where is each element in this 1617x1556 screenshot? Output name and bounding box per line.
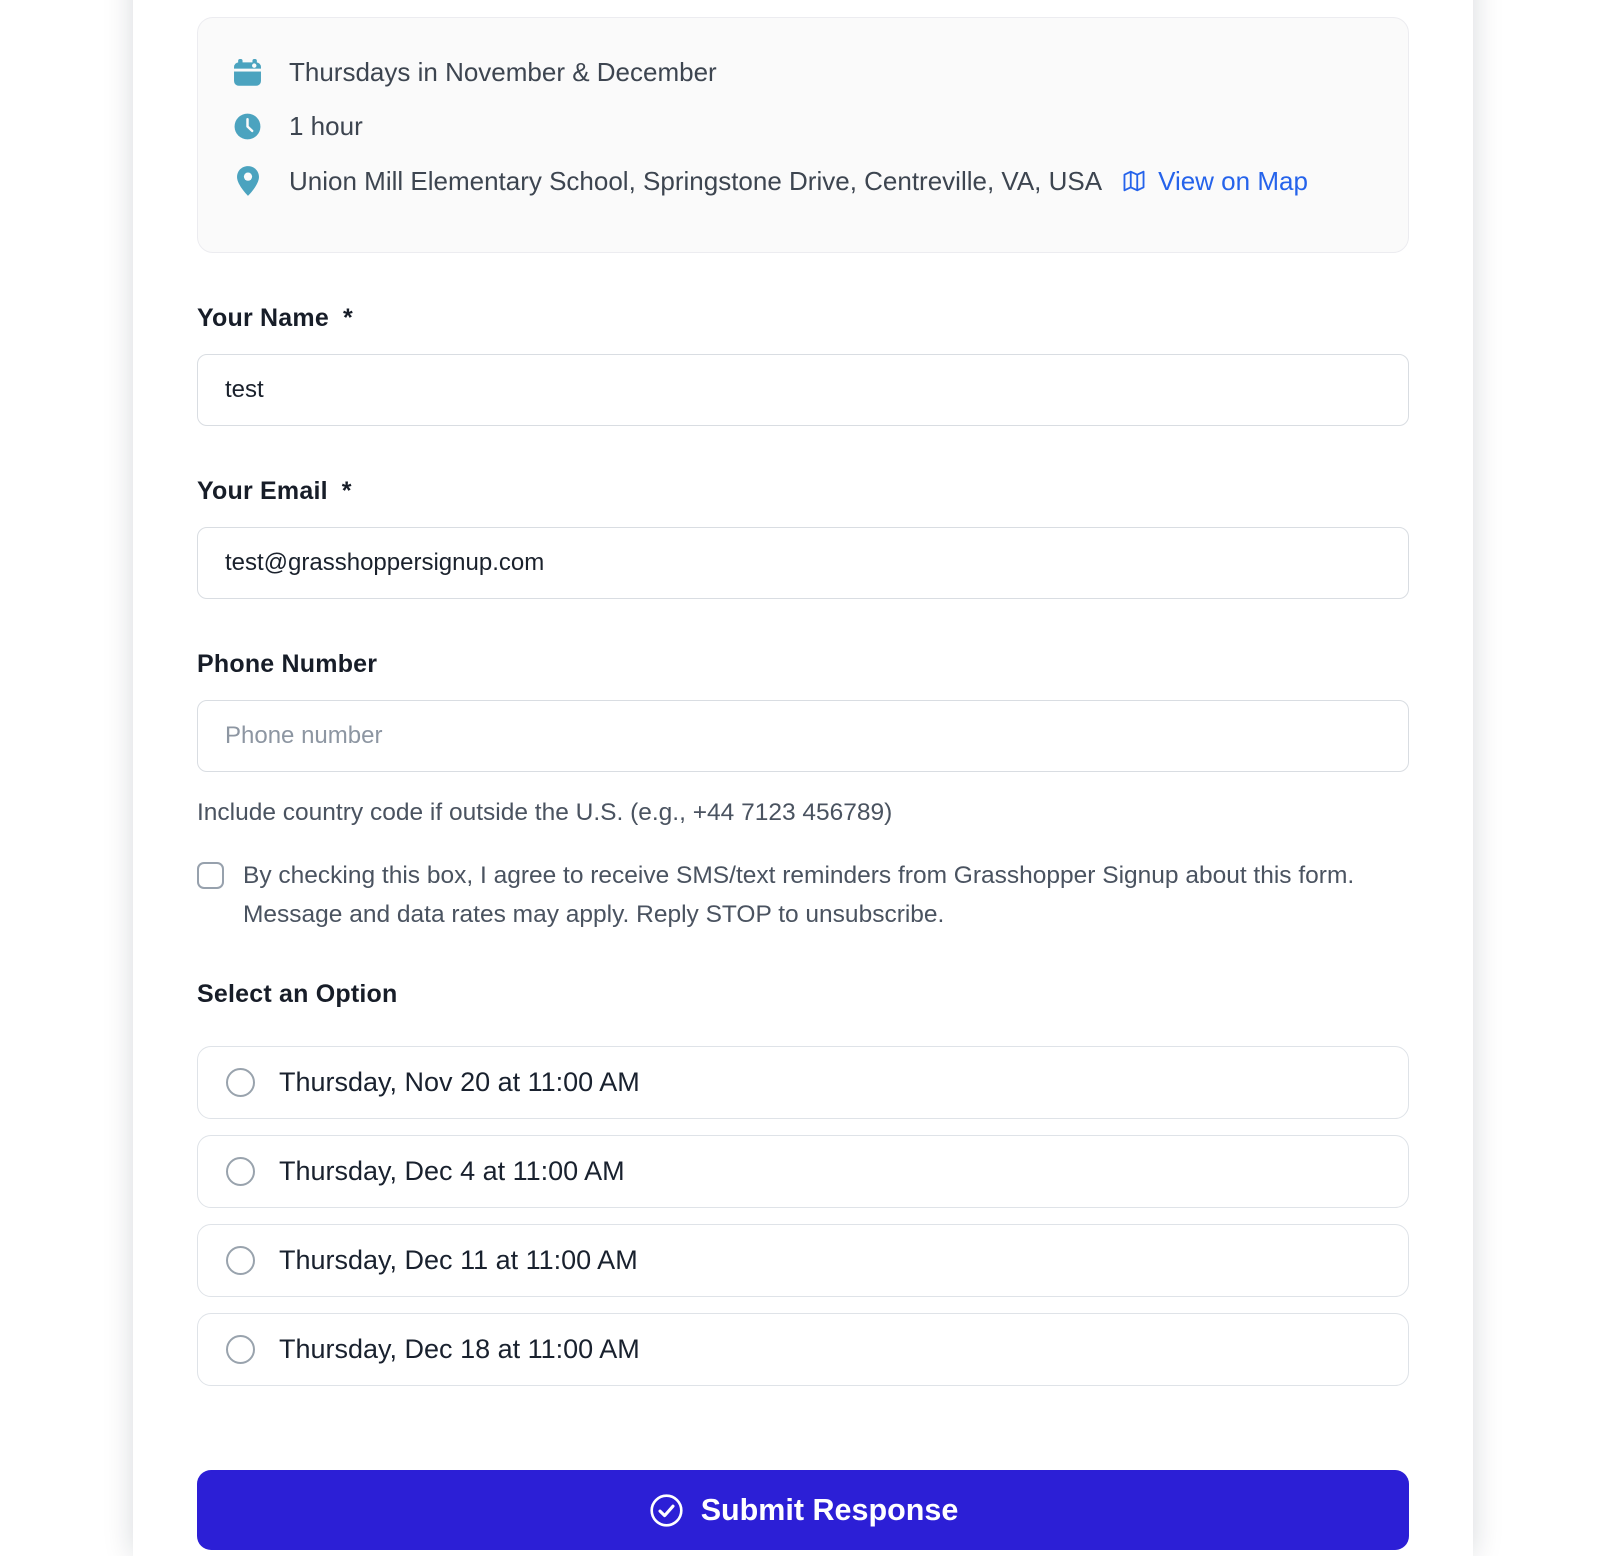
location-pin-icon (231, 165, 264, 197)
sms-consent-checkbox[interactable] (197, 862, 224, 889)
event-duration-text: 1 hour (289, 111, 363, 141)
options-section-label: Select an Option (197, 980, 398, 1008)
options-list (197, 1046, 1409, 1386)
sms-consent-label: By checking this box, I agree to receive SMS/text reminders from Grasshopper Signup about this form. Message and data rates may apply. Reply STOP to unsubscribe. (243, 862, 1355, 928)
name-required-marker: * (342, 304, 353, 332)
event-schedule-text: Thursdays in November & December (289, 57, 717, 87)
event-location-text: Union Mill Elementary School, Springstone Drive, Centreville, VA, USA (289, 166, 1103, 196)
check-circle-icon (648, 1492, 685, 1529)
email-input[interactable] (197, 527, 1409, 599)
email-label (197, 477, 1409, 506)
clock-icon (231, 111, 264, 142)
phone-helper-text: Include country code if outside the U.S. (e.g., +44 7123 456789) (197, 799, 893, 826)
event-schedule-row (231, 52, 1374, 92)
radio-icon[interactable] (226, 1246, 255, 1275)
option-dec-11[interactable] (197, 1224, 1409, 1297)
option-label: Thursday, Dec 4 at 11:00 AM (279, 1156, 625, 1186)
view-on-map-link[interactable] (1120, 166, 1308, 196)
form-page (133, 0, 1473, 1556)
submit-response-button[interactable] (197, 1470, 1409, 1550)
phone-label: Phone Number (197, 650, 378, 678)
name-input[interactable] (197, 354, 1409, 426)
option-dec-18[interactable] (197, 1313, 1409, 1386)
submit-button-label: Submit Response (700, 1492, 959, 1527)
email-label-text: Your Email (197, 477, 328, 505)
option-label: Thursday, Dec 11 at 11:00 AM (279, 1245, 638, 1275)
map-icon (1120, 164, 1148, 206)
radio-icon[interactable] (226, 1068, 255, 1097)
option-dec-4[interactable] (197, 1135, 1409, 1208)
option-label: Thursday, Dec 18 at 11:00 AM (279, 1334, 640, 1364)
radio-icon[interactable] (226, 1335, 255, 1364)
email-required-marker: * (341, 477, 352, 505)
event-location-row (231, 160, 1374, 206)
phone-input[interactable] (197, 700, 1409, 772)
calendar-icon (231, 56, 264, 89)
event-info-card (197, 17, 1409, 253)
sms-consent-row (197, 856, 1409, 934)
option-nov-20[interactable] (197, 1046, 1409, 1119)
name-label (197, 304, 1409, 333)
name-label-text: Your Name (197, 304, 329, 332)
view-on-map-label: View on Map (1158, 166, 1308, 196)
event-duration-row (231, 106, 1374, 146)
option-label: Thursday, Nov 20 at 11:00 AM (279, 1067, 640, 1097)
radio-icon[interactable] (226, 1157, 255, 1186)
